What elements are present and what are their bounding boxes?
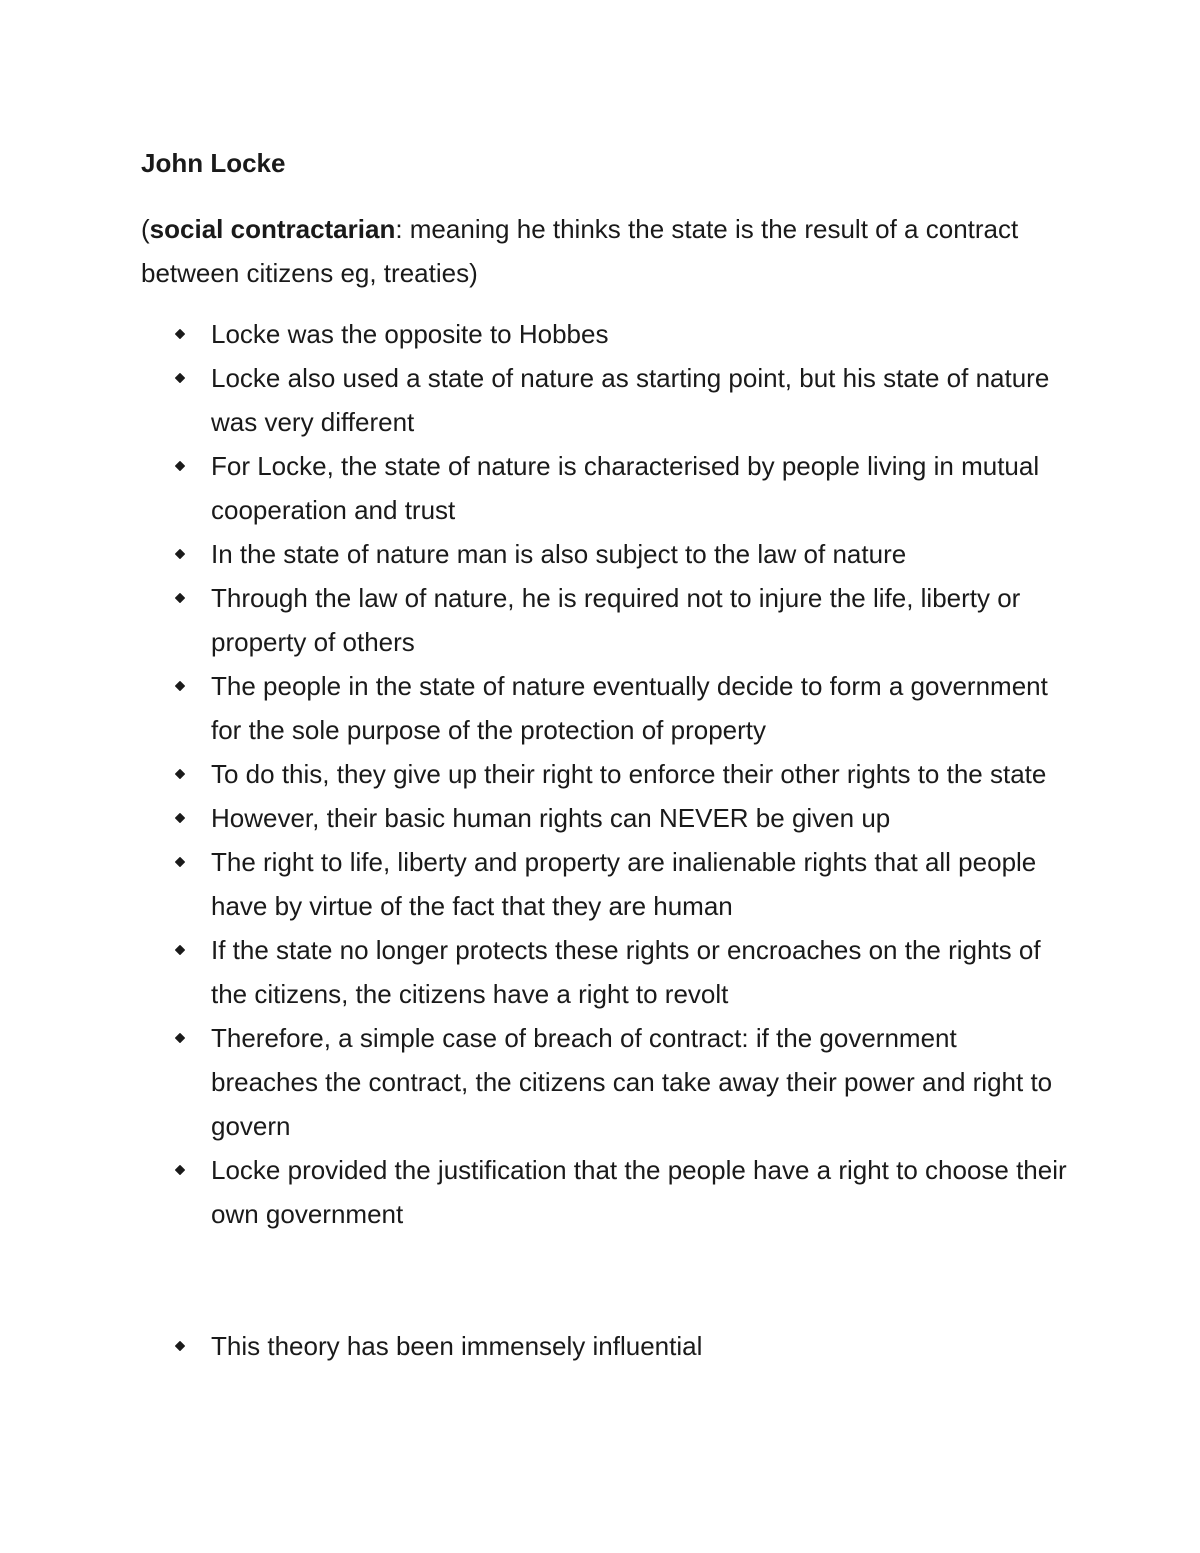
bullet-text: To do this, they give up their right to enforce their other rights to the state (211, 759, 1047, 789)
bullet-text: The right to life, liberty and property are inalienable rights that all people have by virtue of the fact that they are human (211, 847, 1037, 921)
bullet-list (0, 312, 1200, 1368)
bullet-icon (174, 372, 186, 384)
intro-paragraph (141, 207, 1061, 295)
bullet-icon (174, 1340, 186, 1352)
bullet-text: This theory has been immensely influential (211, 1331, 703, 1361)
bullet-text: If the state no longer protects these rights or encroaches on the rights of the citizens, the citizens have a right to revolt (211, 935, 1041, 1009)
bullet-icon (174, 944, 186, 956)
bullet-icon (174, 328, 186, 340)
bullet-item (0, 1016, 1200, 1148)
bullet-text: In the state of nature man is also subject to the law of nature (211, 539, 907, 569)
intro-open-paren: ( (141, 214, 150, 244)
document-title: John Locke (141, 148, 286, 178)
bullet-icon (174, 1164, 186, 1176)
bullet-text: Through the law of nature, he is required not to injure the life, liberty or property of others (211, 583, 1021, 657)
bullet-item (0, 752, 1200, 796)
bullet-item (0, 576, 1200, 664)
bullet-item (0, 928, 1200, 1016)
bullet-item (0, 664, 1200, 752)
bullet-text: Locke also used a state of nature as starting point, but his state of nature was very different (211, 363, 1050, 437)
bullet-item (0, 1148, 1200, 1236)
bullet-icon (174, 548, 186, 560)
bullet-icon (174, 856, 186, 868)
intro-term: social contractarian (149, 214, 396, 244)
bullet-icon (174, 812, 186, 824)
bullet-item (0, 444, 1200, 532)
bullet-icon (174, 460, 186, 472)
bullet-text: For Locke, the state of nature is characterised by people living in mutual cooperation and trust (211, 451, 1040, 525)
bullet-item (0, 532, 1200, 576)
bullet-icon (174, 592, 186, 604)
bullet-text: However, their basic human rights can NEVER be given up (211, 803, 891, 833)
bullet-text: Locke provided the justification that the people have a right to choose their own government (211, 1155, 1067, 1229)
bullet-item (0, 312, 1200, 356)
bullet-item (0, 840, 1200, 928)
bullet-text: The people in the state of nature eventually decide to form a government for the sole purpose of the protection of property (211, 671, 1048, 745)
bullet-icon (174, 1032, 186, 1044)
bullet-text: Therefore, a simple case of breach of contract: if the government breaches the contract, the citizens can take away their power and right to govern (211, 1023, 1053, 1141)
bullet-item (0, 796, 1200, 840)
bullet-icon (174, 768, 186, 780)
bullet-icon (174, 680, 186, 692)
bullet-item (0, 1324, 1200, 1368)
bullet-item (0, 356, 1200, 444)
bullet-text: Locke was the opposite to Hobbes (211, 319, 609, 349)
intro-rest: : meaning he thinks the state is the result of a contract between citizens eg, treaties) (141, 214, 1019, 288)
